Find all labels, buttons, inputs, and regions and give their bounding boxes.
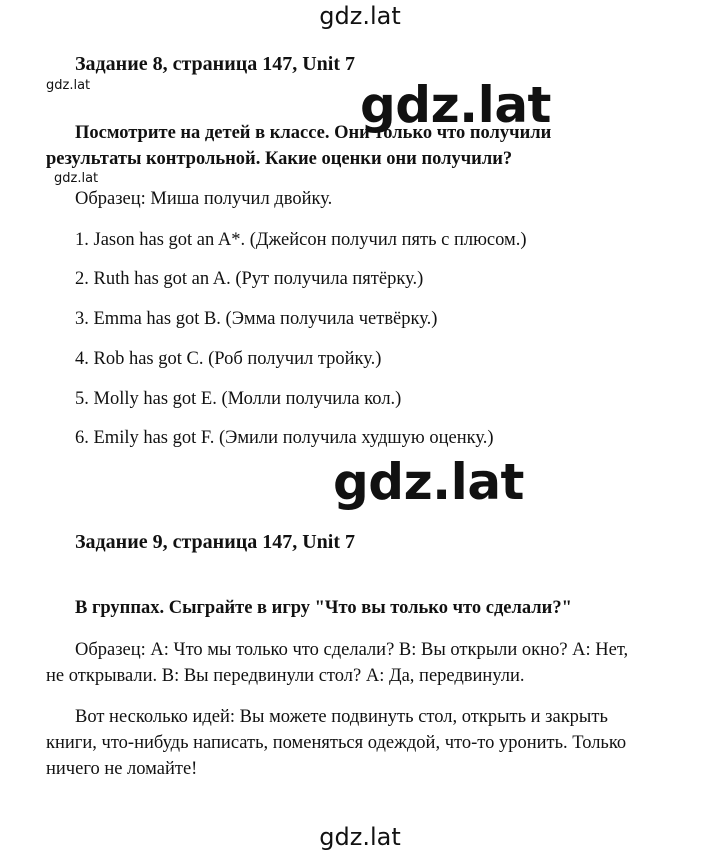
task9-instruction: В группах. Сыграйте в игру "Что вы только что сделали?"	[75, 598, 572, 618]
task8-example: Образец: Миша получил двойку.	[75, 189, 333, 209]
task9-example-line1: Образец: А: Что мы только что сделали? В: Вы открыли окно? А: Нет,	[75, 640, 629, 660]
task9-ideas-line3: ничего не ломайте!	[46, 759, 198, 779]
task8-item-2: 2. Ruth has got an A. (Рут получила пятёрку.)	[75, 269, 424, 289]
task9-example-line2: не открывали. В: Вы передвинули стол? А: Да, передвинули.	[46, 666, 525, 686]
task8-item-5: 5. Molly has got E. (Молли получила кол.)	[75, 389, 402, 409]
watermark-bottom: gdz.lat	[319, 823, 401, 851]
watermark-large-2: gdz.lat	[333, 453, 524, 511]
task8-instruction-line1: Посмотрите на детей в классе. Они только что получили	[75, 123, 552, 143]
task8-instruction-line2: результаты контрольной. Какие оценки они получили?	[46, 149, 513, 169]
task9-ideas-line2: книги, что-нибудь написать, поменяться одеждой, что-то уронить. Только	[46, 733, 627, 753]
watermark-small-1: gdz.lat	[46, 78, 91, 93]
task8-item-6: 6. Emily has got F. (Эмили получила худшую оценку.)	[75, 428, 494, 448]
task8-item-4: 4. Rob has got C. (Роб получил тройку.)	[75, 349, 382, 369]
task9-heading: Задание 9, страница 147, Unit 7	[75, 531, 356, 553]
task8-item-1: 1. Jason has got an A*. (Джейсон получил пять с плюсом.)	[75, 230, 527, 250]
task8-item-3: 3. Emma has got B. (Эмма получила четвёрку.)	[75, 309, 438, 329]
watermark-small-2: gdz.lat	[54, 171, 99, 186]
watermark-top: gdz.lat	[319, 2, 401, 30]
watermark-large-1: gdz.lat	[360, 76, 551, 134]
task9-ideas-line1: Вот несколько идей: Вы можете подвинуть стол, открыть и закрыть	[75, 707, 608, 727]
task8-heading: Задание 8, страница 147, Unit 7	[75, 53, 356, 75]
